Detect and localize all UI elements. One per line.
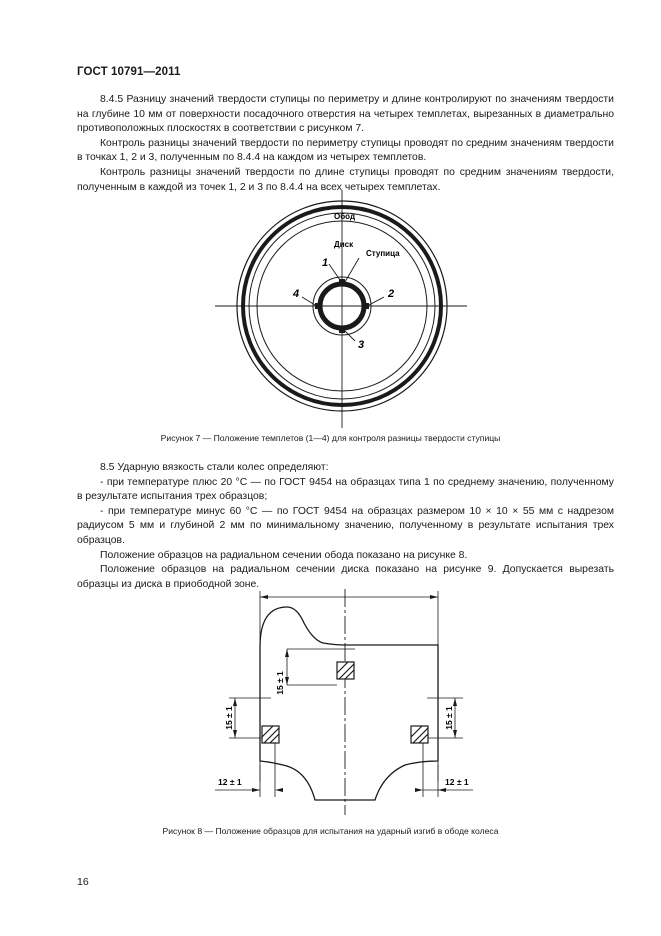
paragraph-plus-20: - при температуре плюс 20 °С — по ГОСТ 9454 на образцах типа 1 по среднему значению, полученному в результате испытания трех образцов; [77,476,614,503]
label-stupica: Ступица [366,249,400,258]
dim-right-12: 12 ± 1 [445,777,469,787]
paragraph-8-4-5: 8.4.5 Разницу значений твердости ступицы по периметру и длине контролируют по значениям твердости на глубине 10 мм от поверхности посадочного отверстия на четырех темплетах, вырезанных в диаметрально противоположных плоскостях в соответствии с рисунком 7. [77,94,614,135]
paragraph-length-control: Контроль разницы значений твердости по длине ступицы проводят по средним значениям твердости, полученным в каждой из точек 1, 2 и 3 по 8.4.4 на всех четырех темплетах. [77,166,614,193]
paragraph-figure-8-ref: Положение образцов на радиальном сечении обода показано на рисунке 8. [100,549,468,561]
dim-right-15: 15 ± 1 [444,706,454,730]
label-obod: Обод [334,212,356,221]
label-disk: Диск [334,240,354,249]
label-point-1: 1 [322,257,329,269]
figure-7-wheel-drawing [205,188,475,433]
figure-8-rim-section-drawing [215,585,475,820]
section-8-5 [77,461,614,592]
label-point-4: 4 [293,288,300,300]
paragraph-perimeter-control: Контроль разницы значений твердости по периметру ступицы проводят по средним значениям твердости в точках 1, 2 и 3, полученным по 8.4.4 на каждом из четырех темплетов. [77,137,614,164]
paragraph-minus-60: - при температуре минус 60 °С — по ГОСТ 9454 на образцах размером 10 × 10 × 55 мм с надрезом радиусом 5 мм и глубиной 2 мм по минимальному значению, полученному в результате испытания трех образцов. [77,505,614,546]
label-point-2: 2 [388,288,395,300]
paragraph-figure-9-ref: Положение образцов на радиальном сечении диска показано на рисунке 9. Допускается вырезать образцы из диска в приободной зоне. [77,564,614,590]
page-number: 16 [77,876,89,888]
label-point-3: 3 [358,339,365,351]
section-8-4-5 [77,93,614,195]
dim-top-15: 15 ± 1 [275,671,285,695]
figure-8-caption: Рисунок 8 — Положение образцов для испытания на ударный изгиб в ободе колеса [162,826,499,836]
document-header: ГОСТ 10791—2011 [77,66,181,78]
paragraph-8-5: 8.5 Ударную вязкость стали колес определяют: [100,462,329,473]
figure-7-caption: Рисунок 7 — Положение темплетов (1—4) для контроля разницы твердости ступицы [160,433,501,443]
dim-left-15: 15 ± 1 [224,706,234,730]
dim-left-12: 12 ± 1 [218,777,242,787]
